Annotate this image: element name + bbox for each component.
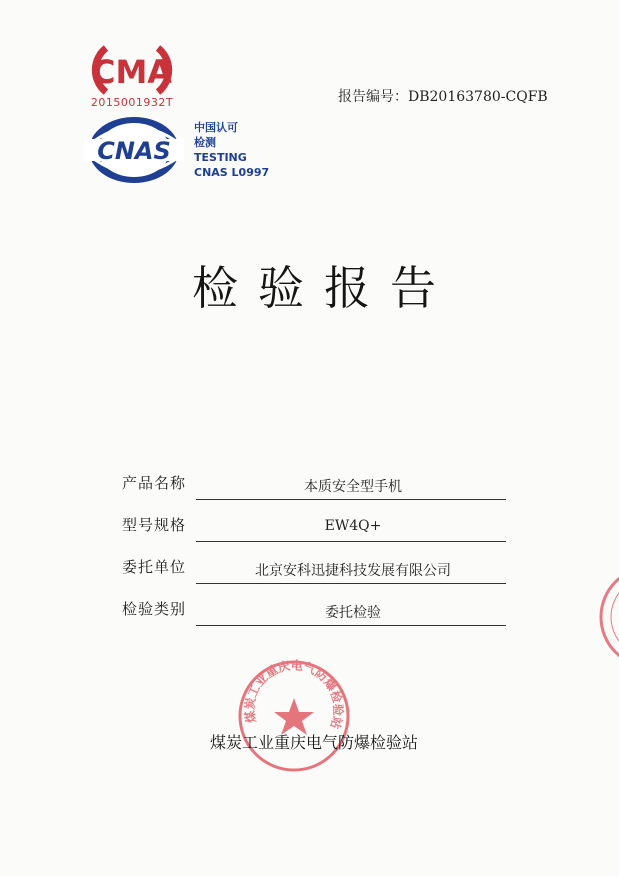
underline [196,625,506,626]
info-label: 产品名称 [122,474,187,492]
page-title: 检验报告 [192,261,456,315]
cnas-caption-line: 中国认可 [194,121,238,134]
info-row-product-name [0,472,619,502]
info-value: 北京安科迅捷科技发展有限公司 [255,563,451,579]
underline [196,583,506,584]
cnas-caption [194,120,269,180]
info-label: 检验类别 [122,600,187,618]
cnas-caption-line: 检测 [194,136,216,149]
underline [196,541,506,542]
info-value: EW4Q+ [324,518,382,534]
cma-logo-text: CMA [91,53,173,91]
info-label: 委托单位 [122,558,187,576]
seal-text: 煤炭工业重庆电气防爆检验站 [242,658,346,731]
info-value: 本质安全型手机 [304,479,402,495]
info-label: 型号规格 [122,516,187,534]
partial-seal [596,562,619,672]
cnas-logo-text: CNAS [97,137,171,165]
info-row-inspection-type [0,598,619,628]
info-value: 委托检验 [325,605,381,621]
cnas-caption-line: TESTING [194,151,247,164]
official-seal [236,658,352,774]
info-row-client [0,556,619,586]
cnas-caption-line: CNAS L0997 [194,166,270,179]
underline [196,499,506,500]
info-row-model [0,514,619,544]
cnas-logo [80,113,188,187]
report-number: 报告编号：DB20163780-CQFB [338,89,548,105]
cma-number: 2015001932T [90,96,174,109]
issuing-station: 煤炭工业重庆电气防爆检验站 [210,733,419,752]
